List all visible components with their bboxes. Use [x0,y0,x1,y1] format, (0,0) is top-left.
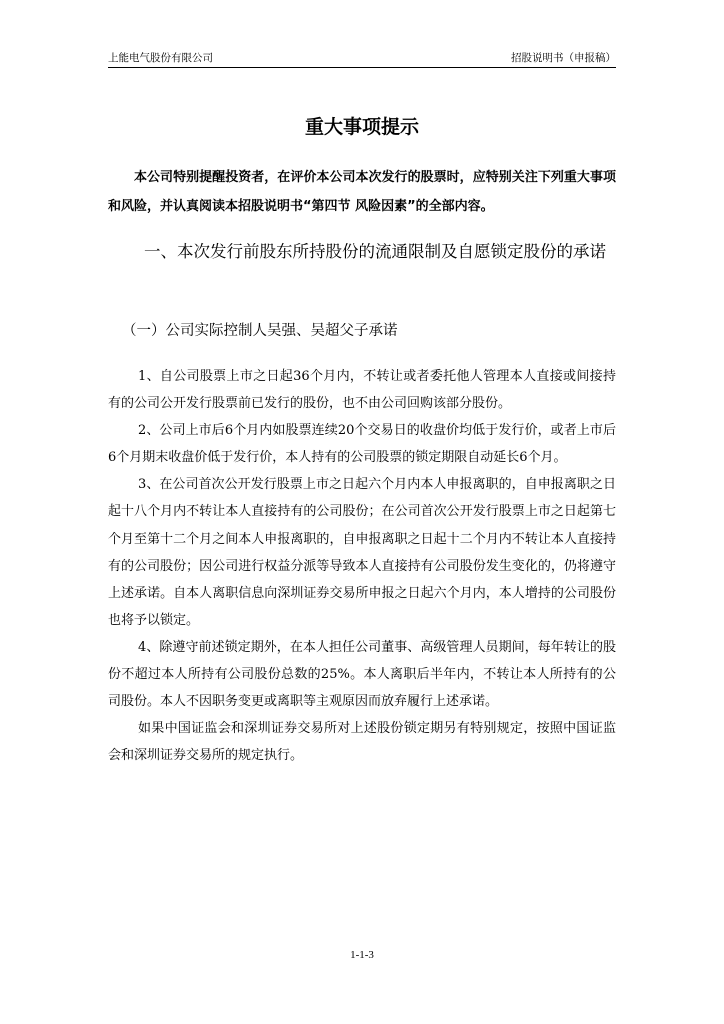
header-company: 上能电气股份有限公司 [108,52,213,64]
intro-paragraph: 本公司特别提醒投资者，在评价本公司本次发行的股票时，应特别关注下列重大事项和风险，并认真阅读本招股说明书“第四节 风险因素”的全部内容。 [108,170,616,214]
sub-heading: （一）公司实际控制人吴强、吴超父子承诺 [122,323,398,339]
page-number: 1-1-3 [350,949,374,961]
paragraph-4: 4、除遵守前述锁定期外，在本人担任公司董事、高级管理人员期间，每年转让的股份不超过本人所持有公司股份总数的25%。本人离职后半年内，不转让本人所持有的公司股份。本人不因职务变更或离职等主观原因而放弃履行上述承诺。 [108,639,616,710]
header-doc-type: 招股说明书（申报稿） [511,52,616,64]
paragraph-2: 2、公司上市后6个月内如股票连续20个交易日的收盘价均低于发行价，或者上市后6个月期末收盘价低于发行价，本人持有的公司股票的锁定期限自动延长6个月。 [108,423,616,466]
body-text [108,363,616,769]
section-heading: 一、本次发行前股东所持股份的流通限制及自愿锁定股份的承诺 [144,242,606,261]
paragraph-5: 如果中国证监会和深圳证券交易所对上述股份锁定期另有特别规定，按照中国证监会和深圳证券交易所的规定执行。 [108,721,616,764]
paragraph-3: 3、在公司首次公开发行股票上市之日起六个月内本人申报离职的，自申报离职之日起十八个月内不转让本人直接持有的公司股份；在公司首次公开发行股票上市之日起第七个月至第十二个月之间本人申报离职的，自申报离职之日起十二个月内不转让本人直接持有的公司股份；因公司进行权益分派等导致本人直接持有公司股份发生变化的，仍将遵守上述承诺。自本人离职信息向深圳证券交易所申报之日起六个月内，本人增持的公司股份也将予以锁定。 [108,477,616,628]
page-header [108,49,616,68]
paragraph-1: 1、自公司股票上市之日起36个月内，不转让或者委托他人管理本人直接或间接持有的公司公开发行股票前已发行的股份，也不由公司回购该部分股份。 [108,369,616,412]
page-title: 重大事项提示 [304,116,419,138]
